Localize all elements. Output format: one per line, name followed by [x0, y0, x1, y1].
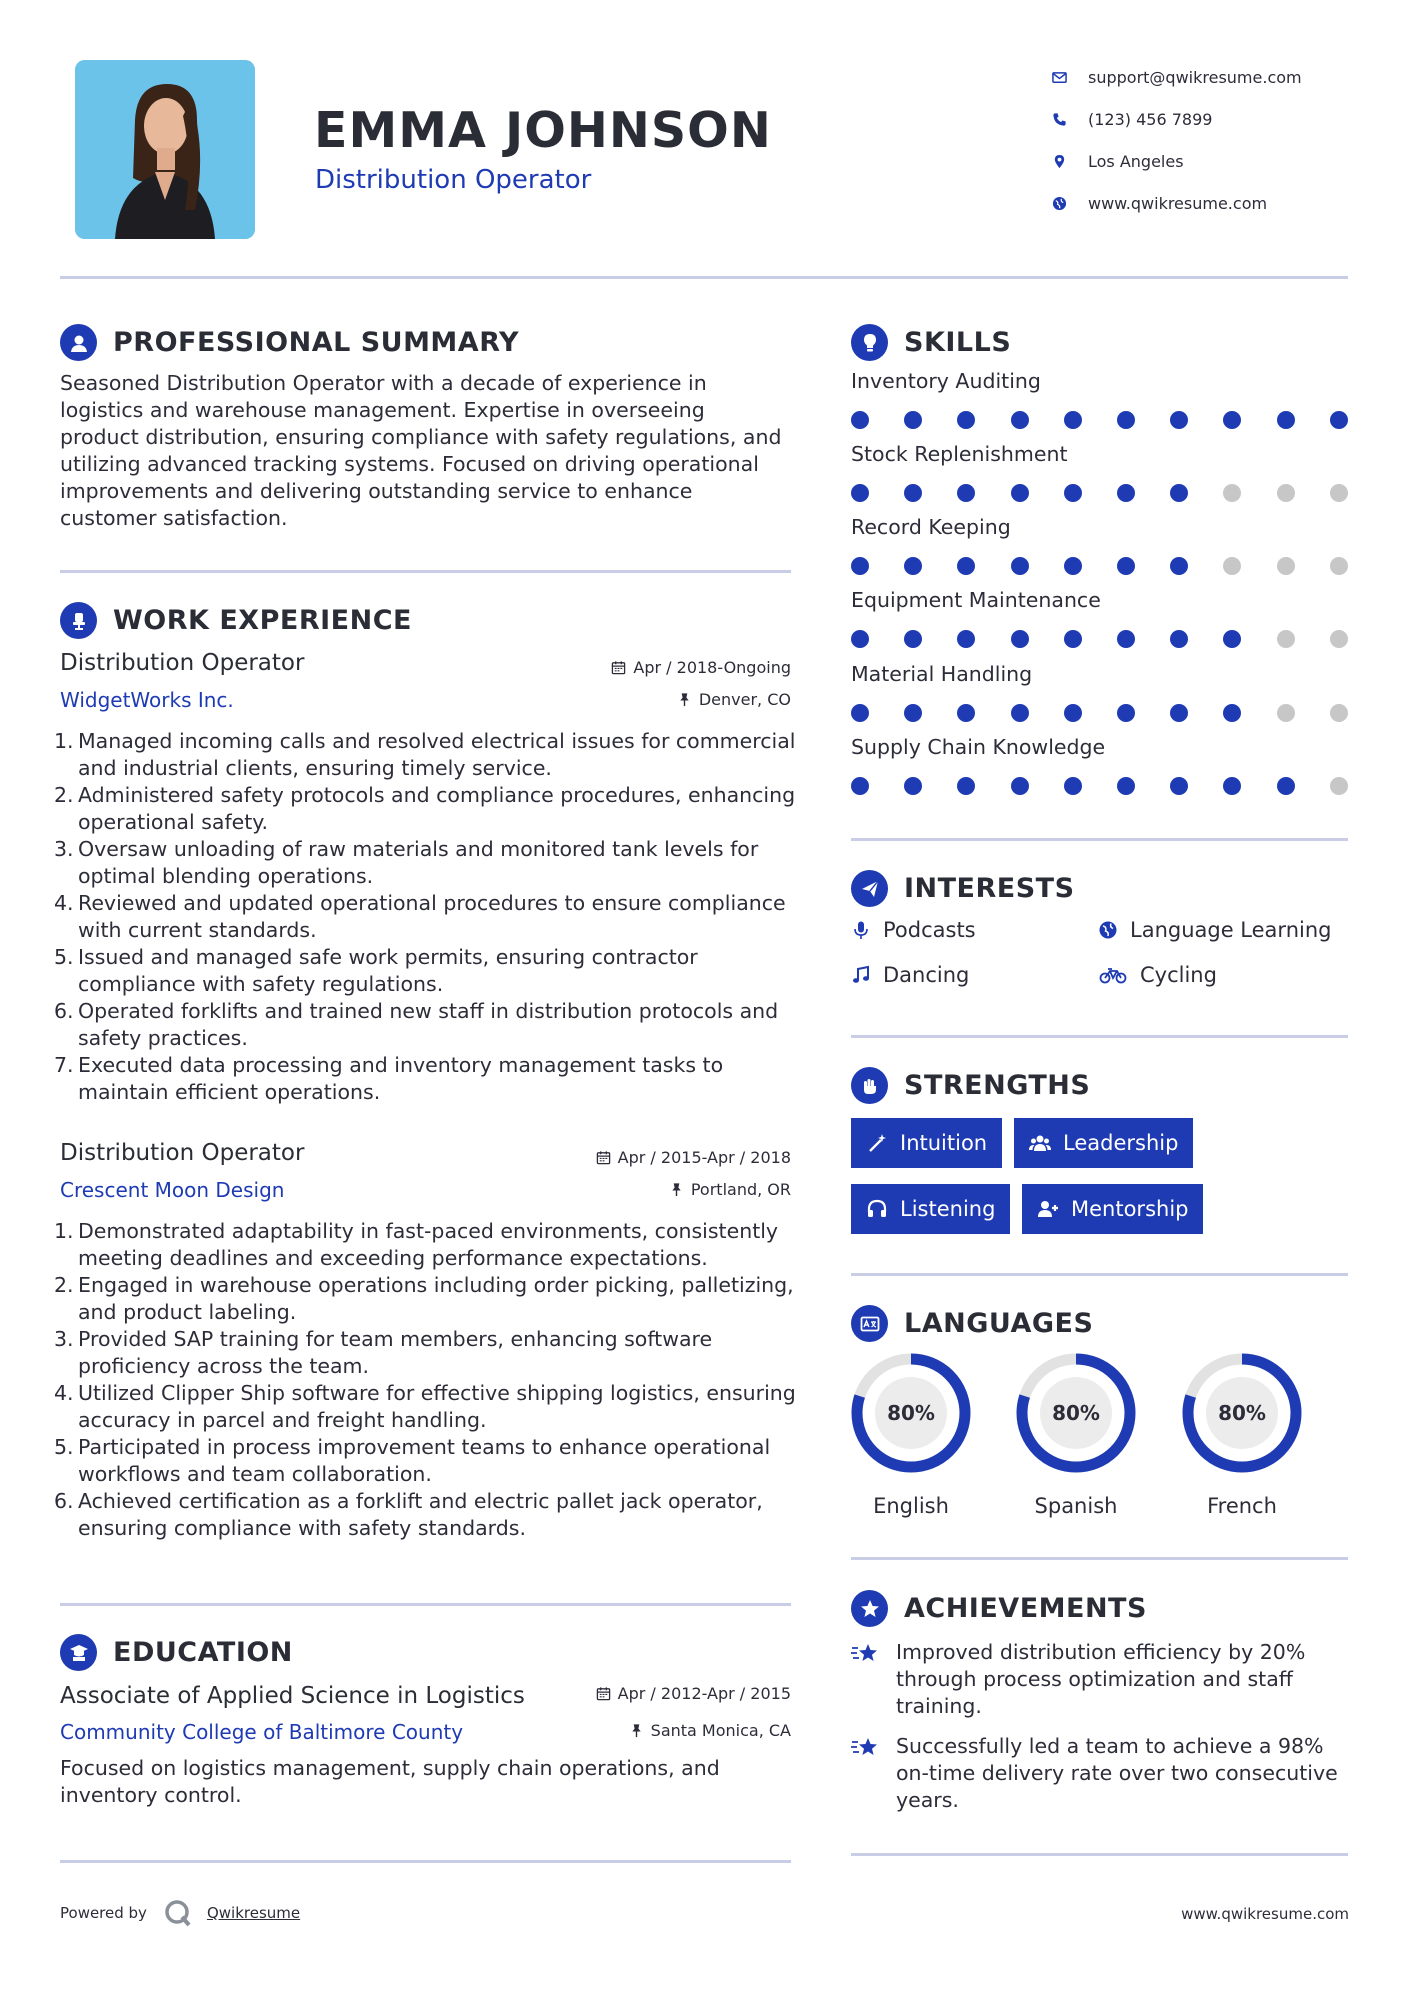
skills-divider [851, 838, 1348, 841]
languages-title: LANGUAGES [904, 1308, 1094, 1339]
interest-dancing [851, 963, 969, 987]
rating-dot-filled [1170, 411, 1188, 429]
language-percent: 80% [1052, 1401, 1100, 1425]
rating-dot-empty [1330, 704, 1348, 722]
job-2-location-text: Portland, OR [690, 1180, 791, 1199]
user-icon [60, 324, 97, 361]
rating-dot-filled [1064, 777, 1082, 795]
rating-dot-filled [957, 704, 975, 722]
skills-heading [851, 324, 1011, 361]
contact-location-text: Los Angeles [1088, 151, 1184, 171]
achievement-item [851, 1733, 1351, 1814]
interest-label: Dancing [883, 963, 970, 987]
interest-cycling [1098, 963, 1217, 987]
pushpin-icon [677, 692, 692, 707]
person-portrait-image [75, 60, 255, 239]
skill-name: Equipment Maintenance [851, 588, 1101, 612]
rating-dot-filled [904, 777, 922, 795]
job-1-company: WidgetWorks Inc. [60, 688, 234, 712]
rating-dot-filled [904, 411, 922, 429]
language-name: Spanish [1034, 1494, 1118, 1518]
rating-dot-empty [1277, 704, 1295, 722]
list-item: 6. Achieved certification as a forklift and electric pallet jack operator, ensuring compliance with safety standards. [54, 1489, 763, 1540]
skill-name: Record Keeping [851, 515, 1011, 539]
candidate-title: Distribution Operator [315, 165, 592, 195]
job-2-dates-text: Apr / 2015-Apr / 2018 [617, 1148, 791, 1167]
footer-brand-link[interactable]: Qwikresume [206, 1904, 301, 1922]
language-item [1167, 1352, 1317, 1518]
achievements-title: ACHIEVEMENTS [904, 1593, 1147, 1624]
achievements-heading [851, 1590, 1147, 1627]
footer-powered-by [60, 1898, 300, 1928]
skill-row [851, 662, 1351, 724]
contact-phone[interactable] [1050, 98, 1390, 140]
language-name: French [1207, 1494, 1277, 1518]
job-1-dates [611, 658, 791, 677]
skill-name: Stock Replenishment [851, 442, 1068, 466]
qwikresume-logo-icon [163, 1898, 193, 1928]
skill-name: Material Handling [851, 662, 1033, 686]
rating-dot-filled [904, 630, 922, 648]
language-progress-ring [850, 1352, 972, 1474]
interests-title: INTERESTS [904, 873, 1075, 904]
rating-dot-empty [1277, 557, 1295, 575]
language-name: English [873, 1494, 949, 1518]
strength-tag [1014, 1118, 1193, 1168]
language-item [836, 1352, 986, 1518]
rating-dot-filled [1117, 630, 1135, 648]
rating-dot-filled [1064, 704, 1082, 722]
rating-dot-empty [1330, 630, 1348, 648]
rating-dot-filled [1223, 777, 1241, 795]
interest-label: Cycling [1140, 963, 1217, 987]
rating-dot-filled [1064, 630, 1082, 648]
envelope-icon [1050, 70, 1088, 85]
phone-icon [1050, 112, 1088, 127]
strengths-title: STRENGTHS [904, 1070, 1091, 1101]
contact-website-text: www.qwikresume.com [1088, 193, 1268, 213]
list-item: 6. Operated forklifts and trained new staff in distribution protocols and safety practices. [54, 999, 779, 1050]
rating-dot-filled [1011, 484, 1029, 502]
experience-divider [60, 1603, 791, 1606]
rating-dot-filled [1223, 630, 1241, 648]
music-note-icon [851, 965, 871, 985]
education-description: Focused on logistics management, supply chain operations, and inventory control. [60, 1756, 720, 1807]
briefcase-chair-icon [60, 602, 97, 639]
strength-tag [1022, 1184, 1203, 1234]
rating-dot-filled [1117, 411, 1135, 429]
skill-row [851, 369, 1351, 431]
education-location-text: Santa Monica, CA [650, 1721, 791, 1740]
interests-divider [851, 1035, 1348, 1038]
strengths-divider [851, 1273, 1348, 1276]
magic-wand-icon [866, 1132, 888, 1154]
strength-label: Intuition [900, 1131, 988, 1155]
achievement-item [851, 1639, 1351, 1720]
list-item: 2. Engaged in warehouse operations including order picking, palletizing, and product labeling. [54, 1273, 794, 1324]
contact-website[interactable] [1050, 182, 1390, 224]
map-pin-icon [1050, 154, 1088, 169]
paper-plane-icon [851, 870, 888, 907]
achievement-text: Successfully led a team to achieve a 98% on-time delivery rate over two consecutive years. [896, 1734, 1338, 1812]
job-2-dates [596, 1148, 791, 1167]
rating-dot-filled [904, 557, 922, 575]
interest-podcasts [851, 918, 976, 942]
rating-dot-filled [1170, 484, 1188, 502]
microphone-icon [851, 920, 871, 940]
shooting-star-icon [851, 1735, 881, 1761]
pushpin-icon [669, 1182, 684, 1197]
rating-dot-empty [1223, 557, 1241, 575]
language-item [1001, 1352, 1151, 1518]
interests-heading [851, 870, 1075, 907]
rating-dot-filled [851, 411, 869, 429]
strength-label: Listening [900, 1197, 996, 1221]
achievement-text: Improved distribution efficiency by 20% through process optimization and staff training. [896, 1640, 1306, 1718]
contact-location [1050, 140, 1390, 182]
education-title: EDUCATION [113, 1637, 293, 1668]
rating-dot-empty [1330, 777, 1348, 795]
job-1-title: Distribution Operator [60, 650, 305, 676]
skill-rating [851, 557, 1351, 577]
skill-row [851, 588, 1351, 650]
education-divider [60, 1860, 791, 1863]
language-icon [851, 1305, 888, 1342]
rating-dot-filled [1064, 484, 1082, 502]
summary-text: Seasoned Distribution Operator with a decade of experience in logistics and warehouse management. Expertise in overseeing product distribution, ensuring compliance with safety regulations, and utilizing advanced tracking systems. Focused on driving operational improvements and delivering outstanding service to enhance customer satisfaction. [60, 371, 782, 530]
contact-email-text: support@qwikresume.com [1088, 67, 1302, 87]
rating-dot-filled [1170, 557, 1188, 575]
list-item: 3. Oversaw unloading of raw materials and monitored tank levels for optimal blending operations. [54, 837, 759, 888]
education-heading [60, 1634, 293, 1671]
strength-tag [851, 1184, 1010, 1234]
rating-dot-filled [1117, 557, 1135, 575]
interest-label: Podcasts [883, 918, 976, 942]
language-progress-ring [1015, 1352, 1137, 1474]
skills-title: SKILLS [904, 327, 1012, 358]
strength-label: Leadership [1063, 1131, 1179, 1155]
language-progress-ring [1181, 1352, 1303, 1474]
rating-dot-filled [957, 411, 975, 429]
rating-dot-filled [1277, 411, 1295, 429]
languages-divider [851, 1557, 1348, 1560]
rating-dot-filled [957, 777, 975, 795]
job-1-bullets [54, 728, 800, 1106]
rating-dot-filled [1064, 411, 1082, 429]
rating-dot-filled [904, 704, 922, 722]
powered-by-text: Powered by [60, 1904, 147, 1922]
skill-name: Supply Chain Knowledge [851, 735, 1106, 759]
user-plus-icon [1037, 1198, 1059, 1220]
list-item: 7. Executed data processing and inventory management tasks to maintain efficient operations. [54, 1053, 724, 1104]
rating-dot-filled [1330, 411, 1348, 429]
rating-dot-filled [851, 557, 869, 575]
summary-divider [60, 570, 791, 573]
skill-name: Inventory Auditing [851, 369, 1041, 393]
rating-dot-filled [1011, 777, 1029, 795]
interest-label: Language Learning [1130, 918, 1332, 942]
rating-dot-filled [1011, 411, 1029, 429]
rating-dot-filled [1170, 630, 1188, 648]
rating-dot-filled [1117, 484, 1135, 502]
calendar-icon [611, 660, 626, 675]
job-2-bullets [54, 1218, 800, 1542]
rating-dot-filled [1011, 704, 1029, 722]
skill-row [851, 735, 1351, 797]
rating-dot-filled [957, 630, 975, 648]
rating-dot-filled [1170, 777, 1188, 795]
strengths-heading [851, 1067, 1090, 1104]
graduate-icon [60, 1634, 97, 1671]
rating-dot-filled [904, 484, 922, 502]
lightbulb-icon [851, 324, 888, 361]
footer-website-link[interactable]: www.qwikresume.com [1181, 1905, 1349, 1923]
job-2-location [669, 1180, 791, 1199]
headphones-icon [866, 1198, 888, 1220]
list-item: 3. Provided SAP training for team members, enhancing software proficiency across the team. [54, 1327, 713, 1378]
rating-dot-filled [851, 630, 869, 648]
skill-rating [851, 704, 1351, 724]
skill-rating [851, 484, 1351, 504]
language-percent: 80% [1218, 1401, 1266, 1425]
summary-heading [60, 324, 519, 361]
list-item: 5. Issued and managed safe work permits, ensuring contractor compliance with safety regulations. [54, 945, 698, 996]
rating-dot-filled [1011, 557, 1029, 575]
contact-phone-text: (123) 456 7899 [1088, 109, 1213, 129]
rating-dot-filled [1064, 557, 1082, 575]
interest-language-learning [1098, 918, 1331, 942]
rating-dot-filled [1223, 704, 1241, 722]
education-dates-text: Apr / 2012-Apr / 2015 [617, 1684, 791, 1703]
rating-dot-empty [1223, 484, 1241, 502]
skill-rating [851, 630, 1351, 650]
skill-rating [851, 411, 1351, 431]
calendar-icon [596, 1150, 611, 1165]
rating-dot-filled [1011, 630, 1029, 648]
rating-dot-filled [851, 777, 869, 795]
summary-title: PROFESSIONAL SUMMARY [113, 327, 520, 358]
skill-row [851, 515, 1351, 577]
list-item: 5. Participated in process improvement teams to enhance operational workflows and team collaboration. [54, 1435, 771, 1486]
languages-heading [851, 1305, 1093, 1342]
list-item: 2. Administered safety protocols and compliance procedures, enhancing operational safety. [54, 783, 796, 834]
rating-dot-filled [851, 704, 869, 722]
contact-list [1050, 56, 1390, 224]
rating-dot-filled [1277, 777, 1295, 795]
rating-dot-filled [1117, 777, 1135, 795]
list-item: 4. Reviewed and updated operational procedures to ensure compliance with current standards. [54, 891, 786, 942]
candidate-name: EMMA JOHNSON [314, 102, 772, 159]
shooting-star-icon [851, 1641, 881, 1667]
education-dates [596, 1684, 791, 1703]
strength-tag [851, 1118, 1002, 1168]
experience-title: WORK EXPERIENCE [113, 605, 412, 636]
language-percent: 80% [887, 1401, 935, 1425]
rating-dot-empty [1277, 630, 1295, 648]
rating-dot-filled [851, 484, 869, 502]
job-2-title: Distribution Operator [60, 1140, 305, 1166]
globe-icon [1098, 920, 1118, 940]
rating-dot-empty [1330, 557, 1348, 575]
education-school: Community College of Baltimore County [60, 1720, 464, 1744]
globe-icon [1050, 196, 1088, 211]
list-item: 4. Utilized Clipper Ship software for effective shipping logistics, ensuring accuracy in parcel and freight handling. [54, 1381, 796, 1432]
bicycle-icon [1098, 965, 1128, 985]
pushpin-icon [629, 1723, 644, 1738]
education-location [629, 1721, 791, 1740]
job-1-location-text: Denver, CO [698, 690, 791, 709]
rating-dot-empty [1277, 484, 1295, 502]
star-badge-icon [851, 1590, 888, 1627]
rating-dot-filled [1223, 411, 1241, 429]
users-icon [1029, 1132, 1051, 1154]
rating-dot-empty [1330, 484, 1348, 502]
skill-row [851, 442, 1351, 504]
job-1-dates-text: Apr / 2018-Ongoing [633, 658, 791, 677]
job-1-location [677, 690, 791, 709]
rating-dot-filled [957, 484, 975, 502]
fist-icon [851, 1067, 888, 1104]
rating-dot-filled [1117, 704, 1135, 722]
calendar-icon [596, 1686, 611, 1701]
achievements-divider [851, 1853, 1348, 1856]
rating-dot-filled [957, 557, 975, 575]
job-2-company: Crescent Moon Design [60, 1178, 285, 1202]
list-item: 1. Managed incoming calls and resolved electrical issues for commercial and industrial clients, ensuring timely service. [54, 729, 796, 780]
experience-heading [60, 602, 412, 639]
list-item: 1. Demonstrated adaptability in fast-paced environments, consistently meeting deadlines and exceeding performance expectations. [54, 1219, 779, 1270]
skill-rating [851, 777, 1351, 797]
profile-photo [75, 60, 255, 239]
education-degree: Associate of Applied Science in Logistics [60, 1683, 525, 1709]
contact-email[interactable] [1050, 56, 1390, 98]
rating-dot-filled [1170, 704, 1188, 722]
header-divider [60, 276, 1348, 279]
strength-label: Mentorship [1071, 1197, 1189, 1221]
